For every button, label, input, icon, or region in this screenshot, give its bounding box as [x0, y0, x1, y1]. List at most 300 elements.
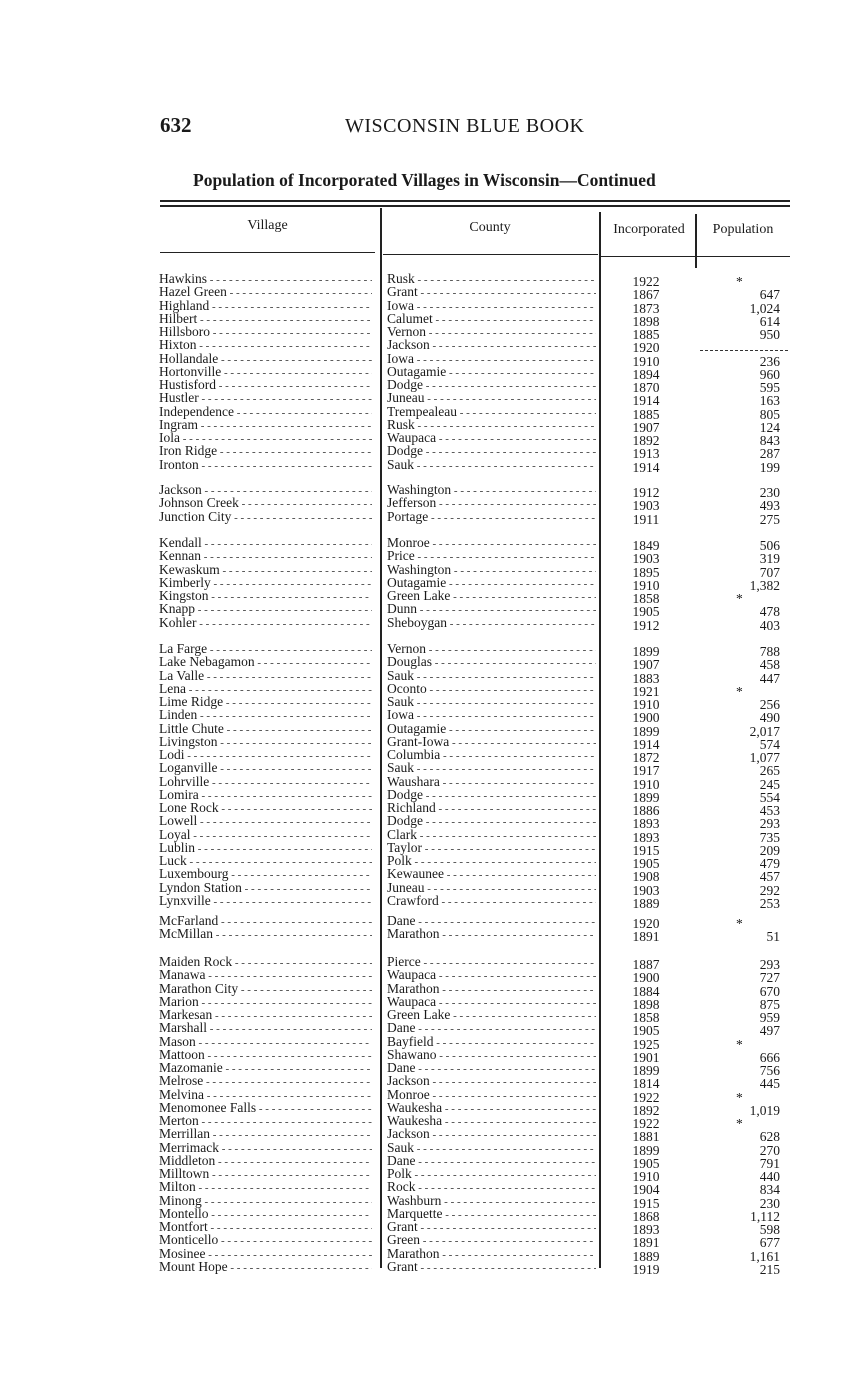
cell-county: Crawford - - -: [387, 894, 596, 909]
cell-village: Loganville - - -: [159, 761, 372, 776]
cell-population: 230: [759, 485, 780, 500]
cell-population: 598: [759, 1222, 780, 1237]
cell-incorporated: 1921: [632, 683, 660, 699]
cell-incorporated: 1900: [632, 710, 660, 726]
cell-village: Lyndon Station - - -: [159, 881, 372, 896]
cell-county: Sauk - - -: [387, 669, 596, 684]
cell-incorporated: 1914: [632, 459, 660, 475]
cell-county: Vernon - - -: [387, 642, 596, 657]
cell-county: Dane - - -: [387, 1154, 596, 1169]
cell-population: 215: [759, 1261, 780, 1277]
cell-incorporated: 1849: [632, 538, 660, 553]
cell-incorporated: 1905: [632, 856, 660, 871]
cell-incorporated: 1907: [632, 657, 660, 673]
cell-incorporated: 1881: [632, 1129, 660, 1145]
cell-incorporated: 1885: [632, 406, 660, 422]
cell-incorporated: 1910: [632, 577, 660, 593]
cell-village: Lomira - - -: [159, 788, 372, 803]
cell-village: Hillsboro - - -: [159, 325, 372, 340]
cell-county: Sauk - - -: [387, 1141, 596, 1156]
cell-village: Luxembourg - - -: [159, 867, 372, 882]
header-rule-incorporated: [601, 256, 696, 257]
cell-village: Middleton - - -: [159, 1154, 372, 1169]
cell-village: Montfort - - -: [159, 1220, 372, 1235]
cell-county: Sauk - - -: [387, 761, 596, 776]
cell-population: 270: [759, 1142, 780, 1158]
cell-population: 805: [759, 406, 780, 422]
cell-village: Hollandale - - -: [159, 352, 372, 367]
cell-population: *: [736, 1089, 743, 1105]
cell-incorporated: 1892: [632, 1102, 660, 1118]
cell-population: 163: [759, 393, 780, 409]
cell-county: Rusk - - -: [387, 418, 596, 433]
cell-incorporated: 1913: [632, 446, 660, 462]
cell-population: 960: [759, 366, 780, 382]
cell-village: Monticello - - -: [159, 1233, 372, 1248]
cell-incorporated: 1905: [632, 1155, 660, 1171]
cell-incorporated: 1900: [632, 970, 660, 986]
cell-incorporated: 1920: [632, 340, 660, 356]
cell-county: Washington - - -: [387, 563, 596, 578]
cell-village: Lodi - - -: [159, 748, 372, 763]
cell-incorporated: 1907: [632, 419, 660, 435]
cell-village: Melrose - - -: [159, 1074, 372, 1089]
cell-incorporated: 1920: [632, 916, 660, 931]
cell-incorporated: 1917: [632, 763, 660, 779]
cell-village: Mason - - -: [159, 1035, 372, 1050]
cell-incorporated: 1910: [632, 353, 660, 369]
cell-population: 479: [759, 856, 780, 871]
cell-county: Rusk - - -: [387, 272, 596, 287]
cell-population: 756: [759, 1063, 780, 1078]
cell-village: Hilbert - - -: [159, 312, 372, 327]
cell-population: 843: [759, 433, 780, 448]
cell-county: Calumet - - -: [387, 312, 596, 327]
cell-village: Kennan - - -: [159, 549, 372, 564]
cell-county: Jefferson - - -: [387, 496, 596, 511]
cell-population: *: [736, 591, 743, 606]
cell-county: Dodge - - -: [387, 814, 596, 829]
cell-incorporated: 1858: [632, 1010, 660, 1025]
cell-population: 670: [759, 983, 780, 999]
cell-incorporated: 1910: [632, 697, 660, 712]
cell-village: Mattoon - - -: [159, 1048, 372, 1063]
cell-county: Marathon - - -: [387, 1247, 596, 1262]
cell-incorporated: 1910: [632, 776, 660, 792]
cell-county: Dunn - - -: [387, 602, 596, 617]
cell-village: Markesan - - -: [159, 1008, 372, 1023]
cell-village: Marathon City - - -: [159, 982, 372, 997]
cell-population: 236: [759, 353, 780, 369]
cell-village: Manawa - - -: [159, 968, 372, 983]
cell-incorporated: 1922: [632, 1089, 660, 1105]
cell-village: Mazomanie - - -: [159, 1061, 372, 1076]
cell-population: 319: [759, 551, 780, 567]
cell-county: Juneau - - -: [387, 391, 596, 406]
cell-county: Vernon - - -: [387, 325, 596, 340]
cell-population: 791: [759, 1155, 780, 1171]
cell-population: *: [736, 274, 743, 289]
cell-county: Price - - -: [387, 549, 596, 564]
cell-population: 458: [759, 657, 780, 673]
cell-village: Lone Rock - - -: [159, 801, 372, 816]
cell-population: 440: [759, 1169, 780, 1184]
cell-population: 445: [759, 1076, 780, 1092]
cell-population: 574: [759, 736, 780, 752]
cell-village: Loyal - - -: [159, 828, 372, 843]
cell-incorporated: 1901: [632, 1049, 660, 1065]
cell-county: Grant - - -: [387, 1260, 596, 1275]
cell-village: La Valle - - -: [159, 669, 372, 684]
cell-village: Junction City - - -: [159, 510, 372, 525]
cell-incorporated: 1892: [632, 433, 660, 448]
cell-incorporated: 1891: [632, 1235, 660, 1251]
cell-incorporated: 1867: [632, 287, 660, 303]
column-divider-2: [599, 212, 601, 1268]
cell-incorporated: 1912: [632, 617, 660, 633]
cell-village: Montello - - -: [159, 1207, 372, 1222]
table-title: [193, 170, 656, 191]
cell-incorporated: 1898: [632, 996, 660, 1012]
cell-county: Taylor - - -: [387, 841, 596, 856]
cell-village: Kingston - - -: [159, 589, 372, 604]
cell-population: 199: [759, 459, 780, 475]
cell-incorporated: 1899: [632, 723, 660, 739]
cell-village: Kimberly - - -: [159, 576, 372, 591]
cell-village: Merrillan - - -: [159, 1127, 372, 1142]
top-rule-1: [160, 200, 790, 202]
cell-population: *: [736, 916, 743, 931]
cell-incorporated: 1889: [632, 1248, 660, 1264]
cell-county: Waukesha - - -: [387, 1101, 596, 1116]
cell-incorporated: 1903: [632, 882, 660, 898]
cell-population: 265: [759, 763, 780, 779]
cell-incorporated: 1885: [632, 327, 660, 342]
cell-population: 875: [759, 996, 780, 1012]
cell-village: Livingston - - -: [159, 735, 372, 750]
cell-population: *: [736, 1116, 743, 1131]
cell-village: McFarland - - -: [159, 914, 372, 929]
cell-incorporated: 1914: [632, 393, 660, 409]
cell-population: 51: [766, 929, 780, 945]
cell-population: 292: [759, 882, 780, 898]
cell-village: Ironton - - -: [159, 458, 372, 473]
cell-county: Rock - - -: [387, 1180, 596, 1195]
cell-county: Kewaunee - - -: [387, 867, 596, 882]
cell-population: 1,382: [749, 577, 780, 593]
cell-county: Monroe - - -: [387, 536, 596, 551]
cell-county: Bayfield - - -: [387, 1035, 596, 1050]
cell-incorporated: 1905: [632, 604, 660, 620]
cell-county: Marathon - - -: [387, 982, 596, 997]
cell-incorporated: 1893: [632, 816, 660, 832]
cell-county: Marquette - - -: [387, 1207, 596, 1222]
cell-county: Clark - - -: [387, 828, 596, 843]
cell-incorporated: 1899: [632, 789, 660, 805]
cell-county: Outagamie - - -: [387, 365, 596, 380]
cell-incorporated: 1899: [632, 1063, 660, 1078]
cell-population: 1,077: [749, 750, 780, 765]
cell-county: Grant - - -: [387, 285, 596, 300]
cell-incorporated: 1868: [632, 1208, 660, 1224]
cell-population: 275: [759, 511, 780, 527]
cell-village: Hustisford - - -: [159, 378, 372, 393]
cell-incorporated: 1899: [632, 1142, 660, 1158]
cell-county: Portage - - -: [387, 510, 596, 525]
cell-county: Iowa - - -: [387, 708, 596, 723]
cell-incorporated: 1899: [632, 644, 660, 659]
cell-incorporated: 1903: [632, 551, 660, 567]
cell-village: Kewaskum - - -: [159, 563, 372, 578]
cell-incorporated: 1883: [632, 670, 660, 686]
cell-population: *: [736, 1036, 743, 1052]
cell-population: 727: [759, 970, 780, 986]
cell-village: Minong - - -: [159, 1194, 372, 1209]
cell-county: Dane - - -: [387, 1021, 596, 1036]
cell-population: 1,161: [749, 1248, 780, 1264]
cell-incorporated: 1922: [632, 274, 660, 289]
cell-population: 124: [759, 419, 780, 435]
cell-village: Hazel Green - - -: [159, 285, 372, 300]
cell-village: Johnson Creek - - -: [159, 496, 372, 511]
cell-county: Shawano - - -: [387, 1048, 596, 1063]
cell-village: Lime Ridge - - -: [159, 695, 372, 710]
cell-population: 245: [759, 776, 780, 792]
cell-population: 666: [759, 1049, 780, 1065]
cell-village: Independence - - -: [159, 405, 372, 420]
cell-county: Jackson - - -: [387, 1127, 596, 1142]
cell-population: 293: [759, 957, 780, 972]
cell-population: 950: [759, 327, 780, 342]
cell-incorporated: 1886: [632, 803, 660, 818]
cell-incorporated: 1872: [632, 750, 660, 765]
cell-population: 209: [759, 842, 780, 858]
cell-population: 403: [759, 617, 780, 633]
cell-county: Green Lake - - -: [387, 1008, 596, 1023]
cell-village: La Farge - - -: [159, 642, 372, 657]
cell-county: Iowa - - -: [387, 352, 596, 367]
cell-population: 628: [759, 1129, 780, 1145]
cell-village: Jackson - - -: [159, 483, 372, 498]
page-number: 632: [160, 113, 192, 137]
cell-incorporated: 1887: [632, 957, 660, 972]
cell-county: Green Lake - - -: [387, 589, 596, 604]
cell-population: 1,019: [749, 1102, 780, 1118]
cell-village: McMillan - - -: [159, 927, 372, 942]
cell-incorporated: 1894: [632, 366, 660, 382]
cell-village: Mount Hope - - -: [159, 1260, 372, 1275]
cell-village: Hawkins - - -: [159, 272, 372, 287]
cell-village: Highland - - -: [159, 299, 372, 314]
header-rule-population: [696, 256, 790, 257]
table-title-main: Population of Incorporated Villages in Wisconsin: [193, 170, 560, 190]
cell-county: Waupaca - - -: [387, 431, 596, 446]
header-rule-county: [383, 254, 598, 255]
cell-population: 677: [759, 1235, 780, 1251]
cell-incorporated: 1908: [632, 869, 660, 885]
cell-village: Milton - - -: [159, 1180, 372, 1195]
cell-incorporated: 1915: [632, 842, 660, 858]
cell-county: Sheboygan - - -: [387, 616, 596, 631]
cell-county: Green - - -: [387, 1233, 596, 1248]
cell-village: Marion - - -: [159, 995, 372, 1010]
cell-village: Merrimack - - -: [159, 1141, 372, 1156]
cell-incorporated: 1903: [632, 498, 660, 514]
cell-population: 447: [759, 670, 780, 686]
cell-incorporated: 1904: [632, 1182, 660, 1198]
cell-county: Sauk - - -: [387, 458, 596, 473]
cell-population: 293: [759, 816, 780, 832]
cell-village: Knapp - - -: [159, 602, 372, 617]
cell-county: Waupaca - - -: [387, 995, 596, 1010]
cell-county: Jackson - - -: [387, 338, 596, 353]
cell-population: 2,017: [749, 723, 780, 739]
cell-county: Washington - - -: [387, 483, 596, 498]
cell-population: 834: [759, 1182, 780, 1198]
cell-incorporated: 1814: [632, 1076, 660, 1092]
cell-village: Mosinee - - -: [159, 1247, 372, 1262]
cell-county: Jackson - - -: [387, 1074, 596, 1089]
cell-population: 253: [759, 895, 780, 911]
cell-population: 1,112: [750, 1208, 780, 1224]
cell-incorporated: 1914: [632, 736, 660, 752]
cell-county: Sauk - - -: [387, 695, 596, 710]
cell-village: Linden - - -: [159, 708, 372, 723]
cell-village: Milltown - - -: [159, 1167, 372, 1182]
cell-village: Merton - - -: [159, 1114, 372, 1129]
cell-population: *: [736, 683, 743, 699]
cell-village: Lake Nebagamon - - -: [159, 655, 372, 670]
cell-incorporated: 1910: [632, 1169, 660, 1184]
cell-incorporated: 1915: [632, 1195, 660, 1211]
cell-county: Pierce - - -: [387, 955, 596, 970]
cell-county: Dane - - -: [387, 914, 596, 929]
cell-population: 614: [759, 313, 780, 329]
cell-county: Grant - - -: [387, 1220, 596, 1235]
top-rule-2: [160, 205, 790, 207]
cell-incorporated: 1922: [632, 1116, 660, 1131]
cell-village: Little Chute - - -: [159, 722, 372, 737]
cell-population: 735: [759, 829, 780, 845]
cell-county: Oconto - - -: [387, 682, 596, 697]
cell-county: Dodge - - -: [387, 444, 596, 459]
cell-village: Lena - - -: [159, 682, 372, 697]
cell-county: Trempealeau - - -: [387, 405, 596, 420]
cell-population: 453: [759, 803, 780, 818]
cell-incorporated: 1905: [632, 1023, 660, 1039]
cell-population: 647: [759, 287, 780, 303]
cell-county: Douglas - - -: [387, 655, 596, 670]
cell-population: 788: [759, 644, 780, 659]
header-rule-village: [160, 252, 375, 253]
cell-village: Hortonville - - -: [159, 365, 372, 380]
cell-incorporated: 1858: [632, 591, 660, 606]
cell-population: 457: [759, 869, 780, 885]
cell-village: Iola - - -: [159, 431, 372, 446]
cell-county: Dane - - -: [387, 1061, 596, 1076]
cell-county: Waupaca - - -: [387, 968, 596, 983]
cell-county: Polk - - -: [387, 854, 596, 869]
cell-county: Washburn - - -: [387, 1194, 596, 1209]
cell-county: Waukesha - - -: [387, 1114, 596, 1129]
cell-population: 506: [759, 538, 780, 553]
column-header-incorporated: Incorporated: [613, 222, 685, 237]
cell-county: Monroe - - -: [387, 1088, 596, 1103]
cell-incorporated: 1898: [632, 313, 660, 329]
cell-population: 595: [759, 380, 780, 395]
cell-county: Columbia - - -: [387, 748, 596, 763]
cell-incorporated: 1911: [632, 511, 660, 527]
cell-incorporated: 1925: [632, 1036, 660, 1052]
cell-county: Outagamie - - -: [387, 722, 596, 737]
column-header-village: Village: [247, 218, 288, 233]
column-header-county: County: [469, 220, 511, 235]
cell-village: Kohler - - -: [159, 616, 372, 631]
cell-county: Outagamie - - -: [387, 576, 596, 591]
cell-incorporated: 1893: [632, 1222, 660, 1237]
cell-village: Lynxville - - -: [159, 894, 372, 909]
cell-village: Lublin - - -: [159, 841, 372, 856]
cell-county: Dodge - - -: [387, 788, 596, 803]
cell-county: Dodge - - -: [387, 378, 596, 393]
cell-county: Waushara - - -: [387, 775, 596, 790]
cell-population: 256: [759, 697, 780, 712]
cell-population: 1,024: [749, 300, 780, 316]
cell-incorporated: 1873: [632, 300, 660, 316]
cell-incorporated: 1870: [632, 380, 660, 395]
cell-village: Luck - - -: [159, 854, 372, 869]
cell-population: 959: [759, 1010, 780, 1025]
cell-village: Iron Ridge - - -: [159, 444, 372, 459]
cell-county: Marathon - - -: [387, 927, 596, 942]
cell-population: 490: [759, 710, 780, 726]
cell-county: Juneau - - -: [387, 881, 596, 896]
cell-village: Ingram - - -: [159, 418, 372, 433]
cell-population: 493: [759, 498, 780, 514]
cell-village: Lohrville - - -: [159, 775, 372, 790]
cell-village: Hixton - - -: [159, 338, 372, 353]
cell-population: 497: [759, 1023, 780, 1039]
cell-village: Marshall - - -: [159, 1021, 372, 1036]
column-header-population: Population: [712, 222, 774, 237]
cell-village: Lowell - - -: [159, 814, 372, 829]
cell-village: Maiden Rock - - -: [159, 955, 372, 970]
cell-population: 478: [759, 604, 780, 620]
cell-incorporated: 1884: [632, 983, 660, 999]
table-title-suffix: —Continued: [559, 170, 656, 190]
cell-county: Grant-Iowa - - -: [387, 735, 596, 750]
cell-incorporated: 1919: [632, 1261, 660, 1277]
cell-village: Menomonee Falls - - -: [159, 1101, 372, 1116]
cell-population: 707: [759, 564, 780, 580]
column-divider-3: [695, 214, 697, 268]
cell-incorporated: 1895: [632, 564, 660, 580]
cell-county: Richland - - -: [387, 801, 596, 816]
cell-population: 230: [759, 1195, 780, 1211]
cell-incorporated: 1912: [632, 485, 660, 500]
column-divider-1: [380, 208, 382, 1268]
population-placeholder-line: [700, 350, 788, 351]
cell-village: Kendall - - -: [159, 536, 372, 551]
cell-county: Iowa - - -: [387, 299, 596, 314]
cell-incorporated: 1889: [632, 895, 660, 911]
cell-incorporated: 1893: [632, 829, 660, 845]
cell-population: 287: [759, 446, 780, 462]
cell-county: Polk - - -: [387, 1167, 596, 1182]
cell-village: Melvina - - -: [159, 1088, 372, 1103]
cell-incorporated: 1891: [632, 929, 660, 945]
cell-village: Hustler - - -: [159, 391, 372, 406]
